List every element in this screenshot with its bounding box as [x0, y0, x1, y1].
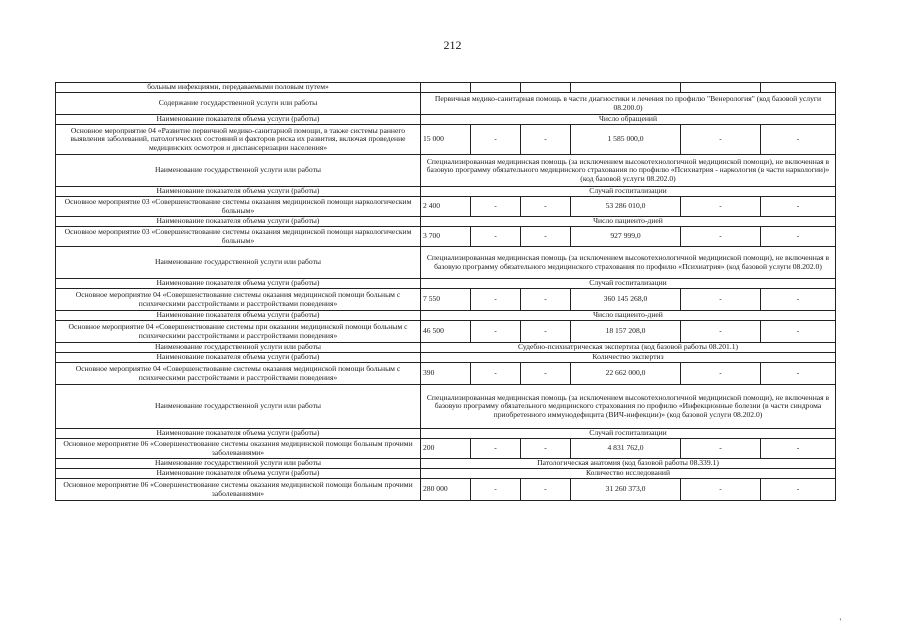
- value-cell: -: [471, 227, 521, 247]
- table-row: [56, 83, 836, 93]
- service-name: Судебно-психиатрическая экспертиза (код базовой работы 08.201.1): [421, 343, 836, 353]
- measure-description: Основное мероприятие 04 «Развитие первичной медико-санитарной помощи, в также системы раннего выявления заболеваний, патологических состояний и факторов риска их развития, включая проведение медицинских осмотров и диспансеризации населения»: [56, 125, 421, 155]
- value-cell: -: [521, 363, 571, 385]
- amount-value: 53 286 010,0: [571, 197, 681, 217]
- value-cell: -: [681, 321, 761, 343]
- amount-value: 927 999,0: [571, 227, 681, 247]
- amount-value: 31 260 373,0: [571, 479, 681, 501]
- value-cell: -: [681, 439, 761, 459]
- value-cell: -: [681, 289, 761, 311]
- indicator-value: Случай госпитализации: [421, 429, 836, 439]
- value-cell: -: [761, 439, 836, 459]
- measure-row: [56, 289, 836, 311]
- indicator-row: [56, 469, 836, 479]
- service-label: Наименование государственной услуги или работы: [56, 459, 421, 469]
- value-cell: -: [471, 197, 521, 217]
- value-cell: -: [761, 479, 836, 501]
- measure-row: [56, 363, 836, 385]
- value-cell: -: [681, 363, 761, 385]
- value-cell: -: [681, 197, 761, 217]
- indicator-label: Наименование показателя объема услуги (работы): [56, 187, 421, 197]
- service-name: Специализированная медицинская помощь (за исключением высокотехнологичной медицинской помощи), не включенная в базовую программу обязательного медицинского страхования по профилю «Психиатрия - наркология (в части наркологии)» (код базовой услуги 08.202.0): [421, 155, 836, 187]
- service-row: [56, 247, 836, 279]
- measure-description: Основное мероприятие 06 «Совершенствование системы оказания медицинской помощи больным прочими заболеваниями»: [56, 439, 421, 459]
- value-cell: -: [471, 363, 521, 385]
- measure-description: Основное мероприятие 04 «Совершенствование системы оказания медицинской помощи больным с психическими расстройствами и расстройствами поведения»: [56, 289, 421, 311]
- value-cell: -: [761, 227, 836, 247]
- amount-value: 1 585 000,0: [571, 125, 681, 155]
- measure-description: Основное мероприятие 03 «Совершенствование системы оказания медицинской помощи наркологическим больным»: [56, 227, 421, 247]
- indicator-label: Наименование показателя объема услуги (работы): [56, 279, 421, 289]
- service-row: [56, 385, 836, 429]
- service-name: Патологическая анатомия (код базовой работы 08.339.1): [421, 459, 836, 469]
- service-label: Наименование государственной услуги или работы: [56, 343, 421, 353]
- indicator-value: Случай госпитализации: [421, 187, 836, 197]
- volume-value: 390: [421, 363, 471, 385]
- service-label: Наименование государственной услуги или работы: [56, 155, 421, 187]
- value-cell: -: [681, 227, 761, 247]
- volume-value: 3 700: [421, 227, 471, 247]
- indicator-row: [56, 279, 836, 289]
- value-cell: -: [471, 321, 521, 343]
- indicator-label: Наименование показателя объема услуги (работы): [56, 429, 421, 439]
- measure-row: [56, 439, 836, 459]
- service-row: [56, 155, 836, 187]
- value-cell: -: [471, 289, 521, 311]
- volume-value: 46 500: [421, 321, 471, 343]
- value-cell: -: [521, 439, 571, 459]
- service-label: Содержание государственной услуги или работы: [56, 93, 421, 115]
- value-cell: -: [761, 363, 836, 385]
- indicator-row: [56, 217, 836, 227]
- indicator-label: Наименование показателя объема услуги (работы): [56, 469, 421, 479]
- measure-row: [56, 197, 836, 217]
- service-row: [56, 459, 836, 469]
- value-cell: -: [761, 125, 836, 155]
- indicator-row: [56, 115, 836, 125]
- page-number: 212: [443, 38, 462, 52]
- service-name: Специализированная медицинская помощь (за исключением высокотехнологичной медицинской помощи), не включенная в базовую программу обязательного медицинского страхования по профилю «Психиатрия» (код базовой услуги 08.202.0): [421, 247, 836, 279]
- indicator-value: Число пациенто-дней: [421, 217, 836, 227]
- value-cell: -: [521, 227, 571, 247]
- service-name: Первичная медико-санитарная помощь в части диагностики и лечения по профилю "Венерология" (код базовой услуги 08.200.0): [421, 93, 836, 115]
- amount-value: 18 157 208,0: [571, 321, 681, 343]
- service-label: Наименование государственной услуги или работы: [56, 247, 421, 279]
- indicator-row: [56, 429, 836, 439]
- indicator-row: [56, 311, 836, 321]
- value-cell: -: [471, 125, 521, 155]
- indicator-value: Число обращений: [421, 115, 836, 125]
- service-row: [56, 93, 836, 115]
- volume-value: 200: [421, 439, 471, 459]
- volume-value: 15 000: [421, 125, 471, 155]
- measure-description: Основное мероприятие 06 «Совершенствование системы оказания медицинской помощи больным прочими заболеваниями»: [56, 479, 421, 501]
- value-cell: -: [521, 289, 571, 311]
- indicator-value: Количество исследований: [421, 469, 836, 479]
- value-cell: -: [521, 321, 571, 343]
- measure-row: [56, 227, 836, 247]
- amount-value: 4 831 762,0: [571, 439, 681, 459]
- budget-services-table: [55, 82, 836, 501]
- amount-value: 22 662 000,0: [571, 363, 681, 385]
- indicator-row: [56, 187, 836, 197]
- value-cell: -: [681, 125, 761, 155]
- measure-description: Основное мероприятие 04 «Совершенствование системы при оказании медицинской помощи больным с психическими расстройствами и расстройствами поведения»: [56, 321, 421, 343]
- value-cell: -: [681, 479, 761, 501]
- indicator-label: Наименование показателя объема услуги (работы): [56, 353, 421, 363]
- volume-value: 280 000: [421, 479, 471, 501]
- measure-row: [56, 479, 836, 501]
- indicator-value: Число пациенто-дней: [421, 311, 836, 321]
- row-description: больным инфекциями, передаваемыми половым путем»: [56, 83, 421, 93]
- indicator-label: Наименование показателя объема услуги (работы): [56, 311, 421, 321]
- value-cell: -: [521, 479, 571, 501]
- measure-description: Основное мероприятие 04 «Совершенствование системы оказания медицинской помощи больным с психическими расстройствами и расстройствами поведения»: [56, 363, 421, 385]
- value-cell: -: [761, 289, 836, 311]
- value-cell: -: [521, 125, 571, 155]
- service-name: Специализированная медицинская помощь (за исключением высокотехнологичной медицинской помощи), не включенная в базовую программу обязательного медицинского страхования по профилю «Инфекционные болезни (в части синдрома приобретенного иммунодефицита (ВИЧ-инфекции)» (код базовой услуги 08.202.0): [421, 385, 836, 429]
- amount-value: 360 145 268,0: [571, 289, 681, 311]
- service-row: [56, 343, 836, 353]
- value-cell: -: [521, 197, 571, 217]
- volume-value: 7 550: [421, 289, 471, 311]
- value-cell: -: [471, 479, 521, 501]
- measure-description: Основное мероприятие 03 «Совершенствование системы оказания медицинской помощи наркологическим больным»: [56, 197, 421, 217]
- indicator-label: Наименование показателя объема услуги (работы): [56, 217, 421, 227]
- value-cell: -: [761, 321, 836, 343]
- indicator-label: Наименование показателя объема услуги (работы): [56, 115, 421, 125]
- value-cell: -: [471, 439, 521, 459]
- measure-row: [56, 125, 836, 155]
- indicator-value: Количество экспертиз: [421, 353, 836, 363]
- volume-value: 2 400: [421, 197, 471, 217]
- indicator-row: [56, 353, 836, 363]
- page-mark: ': [839, 617, 841, 626]
- value-cell: -: [761, 197, 836, 217]
- service-label: Наименование государственной услуги или работы: [56, 385, 421, 429]
- indicator-value: Случай госпитализации: [421, 279, 836, 289]
- measure-row: [56, 321, 836, 343]
